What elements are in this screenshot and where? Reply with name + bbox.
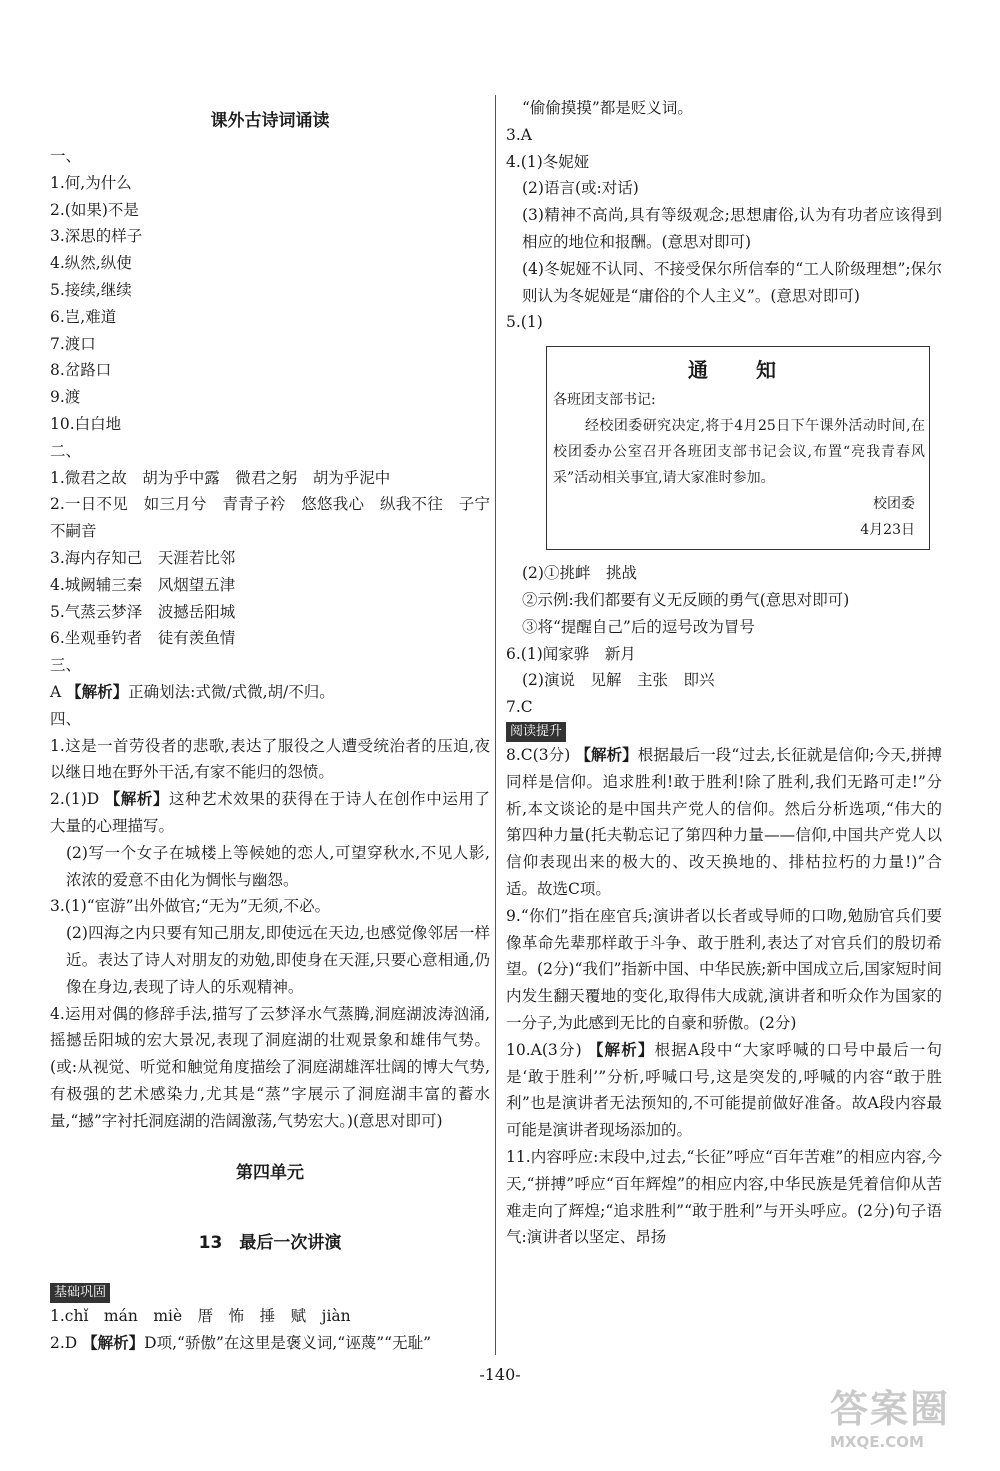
answer-paragraph: 11.内容呼应:末段中,过去,“长征”呼应“百年苦难”的相应内容,今天,“拼搏”呼应“百年辉煌”的相应内容,中华民族是凭着信仰从苦难走向了辉煌;“追求胜利”“敢于胜利”与开头呼应。(2分)句子语气:演讲者以坚定、昂扬 xyxy=(506,1147,942,1247)
answer-line: 1.何,为什么 xyxy=(50,173,132,192)
answer-line: 9.渡 xyxy=(50,388,81,407)
answer-line: 3.海内存知己 天涯若比邻 xyxy=(50,548,236,567)
watermark xyxy=(830,1378,950,1451)
section-title: 课外古诗词诵读 xyxy=(210,111,330,131)
answer-paragraph xyxy=(50,786,490,840)
answer-line: 6.岂,难道 xyxy=(50,307,117,326)
analysis-tag: 【解析】 xyxy=(575,744,638,764)
answer-line: ③将“提醒自己”后的逗号改为冒号 xyxy=(522,617,755,636)
answer-line: (2)①挑衅 挑战 xyxy=(522,564,637,583)
badge-label: 阅读提升 xyxy=(506,722,566,742)
answer-paragraph: (4)冬妮娅不认同、不接受保尔所信奉的“工人阶级理想”;保尔则认为冬妮娅是“庸俗的个人主义”。(意思对即可) xyxy=(522,259,942,305)
analysis-text: 正确划法:式微/式微,胡/不归。 xyxy=(128,682,335,701)
answer-paragraph: 1.这是一首劳役者的悲歌,表达了服役之人遭受统治者的压迫,夜以继日地在野外干活,有家不能归的怨愤。 xyxy=(50,736,490,782)
notice-box xyxy=(546,346,930,550)
answer-prefix: A xyxy=(50,682,67,701)
page-number: -140- xyxy=(479,1365,521,1384)
answer-prefix: 10.A(3分) xyxy=(506,1040,588,1059)
answer-paragraph xyxy=(506,1037,942,1144)
analysis-text: D项,“骄傲”在这里是褒义词,“诬蔑”“无耻” xyxy=(144,1334,431,1353)
notice-body: 经校团委研究决定,将于4月25日下午课外活动时间,在校团委办公室召开各班团支部书记会议,布置“亮我青春风采”活动相关事宜,请大家准时参加。 xyxy=(553,418,925,487)
answer-line: 1.微君之故 胡为乎中露 微君之躬 胡为乎泥中 xyxy=(50,468,391,487)
unit-title: 第四单元 xyxy=(236,1163,304,1184)
section-badge xyxy=(50,1282,490,1303)
answer-line: 8.岔路口 xyxy=(50,361,112,380)
analysis-tag: 【解析】 xyxy=(82,1333,145,1353)
answer-line: 6.坐观垂钓者 徒有羡鱼情 xyxy=(50,629,236,648)
watermark-logo: 答案圈 xyxy=(830,1387,951,1431)
notice-signer: 校团委 xyxy=(873,496,915,513)
section-badge xyxy=(506,721,942,742)
analysis-text: 根据最后一段“过去,长征就是信仰;今天,拼搏同样是信仰。追求胜利!敢于胜利!除了胜利,我们无路可走!”分析,本文谈论的是中国共产党人的信仰。然后分析选项,“伟大的第四种力量(托夫勒忘记了第四种力量——信仰,中国共产党人以信仰表现出来的极大的、改天换地的、排枯拉朽的力量!)”合适。故选C项。 xyxy=(506,745,942,898)
notice-date: 4月23日 xyxy=(860,522,915,539)
answer-line: “偷偷摸摸”都是贬义词。 xyxy=(522,99,693,117)
answer-paragraph: (2)写一个女子在城楼上等候她的恋人,可望穿秋水,不见人影,浓浓的爱意不由化为惆怅与幽怨。 xyxy=(66,843,490,889)
answer-line: 4.(1)冬妮娅 xyxy=(506,152,590,171)
answer-paragraph: 9.“你们”指在座官兵;演讲者以长者或导师的口吻,勉励官兵们要像革命先辈那样敢于斗争、敢于胜利,表达了对官兵们的殷切希望。(2分)“我们”指新中国、中华民族;新中国成立后,国家短时间内发生翻天覆地的变化,取得伟大成就,演讲者和听众作为国家的一分子,为此感到无比的自豪和骄傲。(2分) xyxy=(506,906,942,1032)
answer-paragraph xyxy=(506,742,942,903)
answer-prefix: 8.C(3分) xyxy=(506,745,576,764)
badge-label: 基础巩固 xyxy=(50,1283,110,1303)
answer-line: (2)语言(或:对话) xyxy=(522,179,639,198)
answer-line: 2.一日不见 如三月兮 青青子衿 悠悠我心 纵我不往 子宁不嗣音 xyxy=(50,495,490,541)
answer-line: 6.(1)闻家骅 新月 xyxy=(506,644,636,663)
answer-line: 3.A xyxy=(506,125,532,144)
answer-line: 7.渡口 xyxy=(50,334,96,353)
answer-line: 5.气蒸云梦泽 波撼岳阳城 xyxy=(50,602,236,621)
analysis-text: 这种艺术效果的获得在于诗人在创作中运用了大量的心理描写。 xyxy=(50,790,490,835)
answer-line: 5.接续,继续 xyxy=(50,280,132,299)
answer-line: 2.(如果)不是 xyxy=(50,200,139,219)
answer-line: 7.C xyxy=(506,698,533,717)
notice-salutation: 各班团支部书记: xyxy=(553,392,656,409)
answer-paragraph: (2)四海之内只要有知己朋友,即使远在天边,也感觉像邻居一样近。表达了诗人对朋友的劝勉,即使身在天涯,只要心意相通,仍像在身边,表现了诗人的乐观精神。 xyxy=(66,924,490,996)
right-column xyxy=(506,95,942,1251)
left-column xyxy=(50,95,490,1357)
answer-line xyxy=(50,1330,490,1357)
answer-line: 4.城阙辅三秦 风烟望五津 xyxy=(50,575,236,594)
answer-line: 1.chǐ mán miè 厝 怖 捶 赋 jiàn xyxy=(50,1307,351,1326)
column-divider xyxy=(495,95,496,1355)
answer-line: 3.深思的样子 xyxy=(50,227,143,246)
notice-title: 通 知 xyxy=(688,358,790,383)
answer-line: 5.(1) xyxy=(506,313,543,332)
answer-line: 4.纵然,纵使 xyxy=(50,254,132,273)
answer-prefix: 2.D xyxy=(50,1334,83,1353)
analysis-tag: 【解析】 xyxy=(104,789,169,809)
answer-prefix: 2.(1)D xyxy=(50,790,105,809)
answer-line: 3.(1)“宦游”出外做官;“无为”无须,不必。 xyxy=(50,897,331,916)
part-heading-2: 二、 xyxy=(50,441,82,460)
answer-line: 10.白白地 xyxy=(50,414,122,433)
analysis-tag: 【解析】 xyxy=(587,1039,655,1059)
part-heading-3: 三、 xyxy=(50,656,82,675)
answer-paragraph: 4.运用对偶的修辞手法,描写了云梦泽水气蒸腾,洞庭湖波涛汹涌,摇撼岳阳城的宏大景况,表现了洞庭湖的壮观景象和雄伟气势。(或:从视觉、听觉和触觉角度描绘了洞庭湖雄浑壮阔的博大气势,有极强的艺术感染力,尤其是“蒸”字展示了洞庭湖丰富的蓄水量,“撼”字衬托洞庭湖的浩阔激荡,气势宏大。)(意思对即可) xyxy=(50,1004,490,1130)
analysis-text: 根据A段中“大家呼喊的口号中最后一句是‘敢于胜利’”分析,呼喊口号,这是突发的,呼喊的内容“敢于胜利”也是演讲者无法预知的,不可能提前做好准备。故A段内容最可能是演讲者现场添加的。 xyxy=(506,1040,942,1140)
answer-paragraph: (3)精神不高尚,具有等级观念;思想庸俗,认为有功者应该得到相应的地位和报酬。(意思对即可) xyxy=(522,206,942,251)
answer-line xyxy=(50,679,490,706)
watermark-url: MXQE.COM xyxy=(830,1433,924,1451)
part-heading-4: 四、 xyxy=(50,709,82,728)
part-heading-1: 一、 xyxy=(50,147,82,165)
answer-line: ②示例:我们都要有义无反顾的勇气(意思对即可) xyxy=(522,590,850,609)
analysis-tag: 【解析】 xyxy=(66,681,129,701)
lesson-title: 13 最后一次讲演 xyxy=(198,1233,342,1254)
answer-line: (2)演说 见解 主张 即兴 xyxy=(522,671,715,690)
